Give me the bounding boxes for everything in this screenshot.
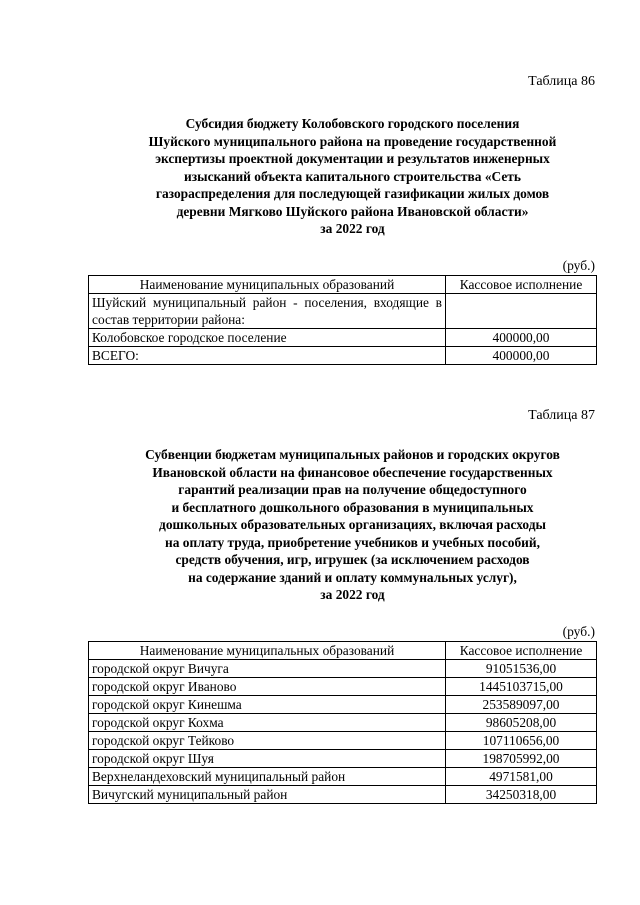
table-row [89, 786, 597, 804]
row-amount: 107110656,00 [446, 732, 597, 750]
table-86-heading [80, 115, 625, 238]
table-row [89, 768, 597, 786]
heading-line: Шуйского муниципального района на проведение государственной [148, 133, 557, 149]
table-header-row [89, 642, 597, 660]
table-87-heading [80, 446, 625, 604]
column-header-amount: Кассовое исполнение [446, 276, 597, 294]
row-amount: 198705992,00 [446, 750, 597, 768]
heading-line: газораспределения для последующей газификации жилых домов [155, 186, 550, 201]
row-amount: 91051536,00 [446, 660, 597, 678]
row-amount: 400000,00 [446, 329, 597, 347]
table-87 [88, 641, 597, 804]
row-name: городской округ Иваново [89, 678, 446, 696]
column-header-amount: Кассовое исполнение [446, 642, 597, 660]
table-row [89, 329, 597, 347]
table-row [89, 660, 597, 678]
table-group-row [89, 294, 597, 329]
heading-line: на содержание зданий и оплату коммунальных услуг), [188, 569, 517, 585]
total-label: ВСЕГО: [89, 347, 446, 365]
heading-line: и бесплатного дошкольного образования в муниципальных [171, 499, 534, 515]
heading-line: на оплату труда, приобретение учебников и учебных пособий, [165, 534, 540, 550]
column-header-name: Наименование муниципальных образований [89, 642, 446, 660]
table-86-number: Таблица 86 [528, 74, 595, 89]
row-amount: 253589097,00 [446, 696, 597, 714]
row-name: Колобовское городское поселение [89, 329, 446, 347]
table-87-number: Таблица 87 [528, 408, 595, 423]
table-row [89, 714, 597, 732]
row-name: городской округ Тейково [89, 732, 446, 750]
heading-line: средств обучения, игр, игрушек (за исключением расходов [175, 552, 530, 567]
total-amount: 400000,00 [446, 347, 597, 365]
row-amount: 4971581,00 [446, 768, 597, 786]
heading-line: Ивановской области на финансовое обеспечение государственных [152, 464, 553, 480]
row-amount: 98605208,00 [446, 714, 597, 732]
row-amount: 1445103715,00 [446, 678, 597, 696]
heading-line: дошкольных образовательных организациях, включая расходы [159, 517, 546, 532]
table-86-unit: (руб.) [562, 258, 595, 273]
heading-line: экспертизы проектной документации и результатов инженерных [155, 151, 550, 166]
heading-line: Субсидия бюджету Колобовского городского поселения [185, 116, 520, 131]
table-86 [88, 275, 597, 365]
row-name: городской округ Шуя [89, 750, 446, 768]
table-87-unit: (руб.) [562, 624, 595, 639]
row-name: городской округ Кохма [89, 714, 446, 732]
group-row-amount [446, 294, 597, 329]
column-header-name: Наименование муниципальных образований [89, 276, 446, 294]
table-total-row [89, 347, 597, 365]
row-name: Верхнеландеховский муниципальный район [89, 768, 446, 786]
heading-line: деревни Мягково Шуйского района Ивановской области» [176, 203, 529, 219]
row-name: городской округ Кинешма [89, 696, 446, 714]
heading-line: за 2022 год [320, 587, 385, 602]
table-row [89, 750, 597, 768]
row-amount: 34250318,00 [446, 786, 597, 804]
heading-line: изысканий объекта капитального строительства «Сеть [184, 168, 521, 184]
heading-line: гарантий реализации прав на получение общедоступного [178, 482, 527, 497]
table-header-row [89, 276, 597, 294]
table-row [89, 732, 597, 750]
table-row [89, 696, 597, 714]
row-name: Вичугский муниципальный район [89, 786, 446, 804]
heading-line: Субвенции бюджетам муниципальных районов и городских округов [145, 447, 560, 462]
row-name: городской округ Вичуга [89, 660, 446, 678]
table-row [89, 678, 597, 696]
heading-line: за 2022 год [320, 221, 385, 236]
group-row-label: Шуйский муниципальный район - поселения, входящие в состав территории района: [89, 294, 446, 329]
